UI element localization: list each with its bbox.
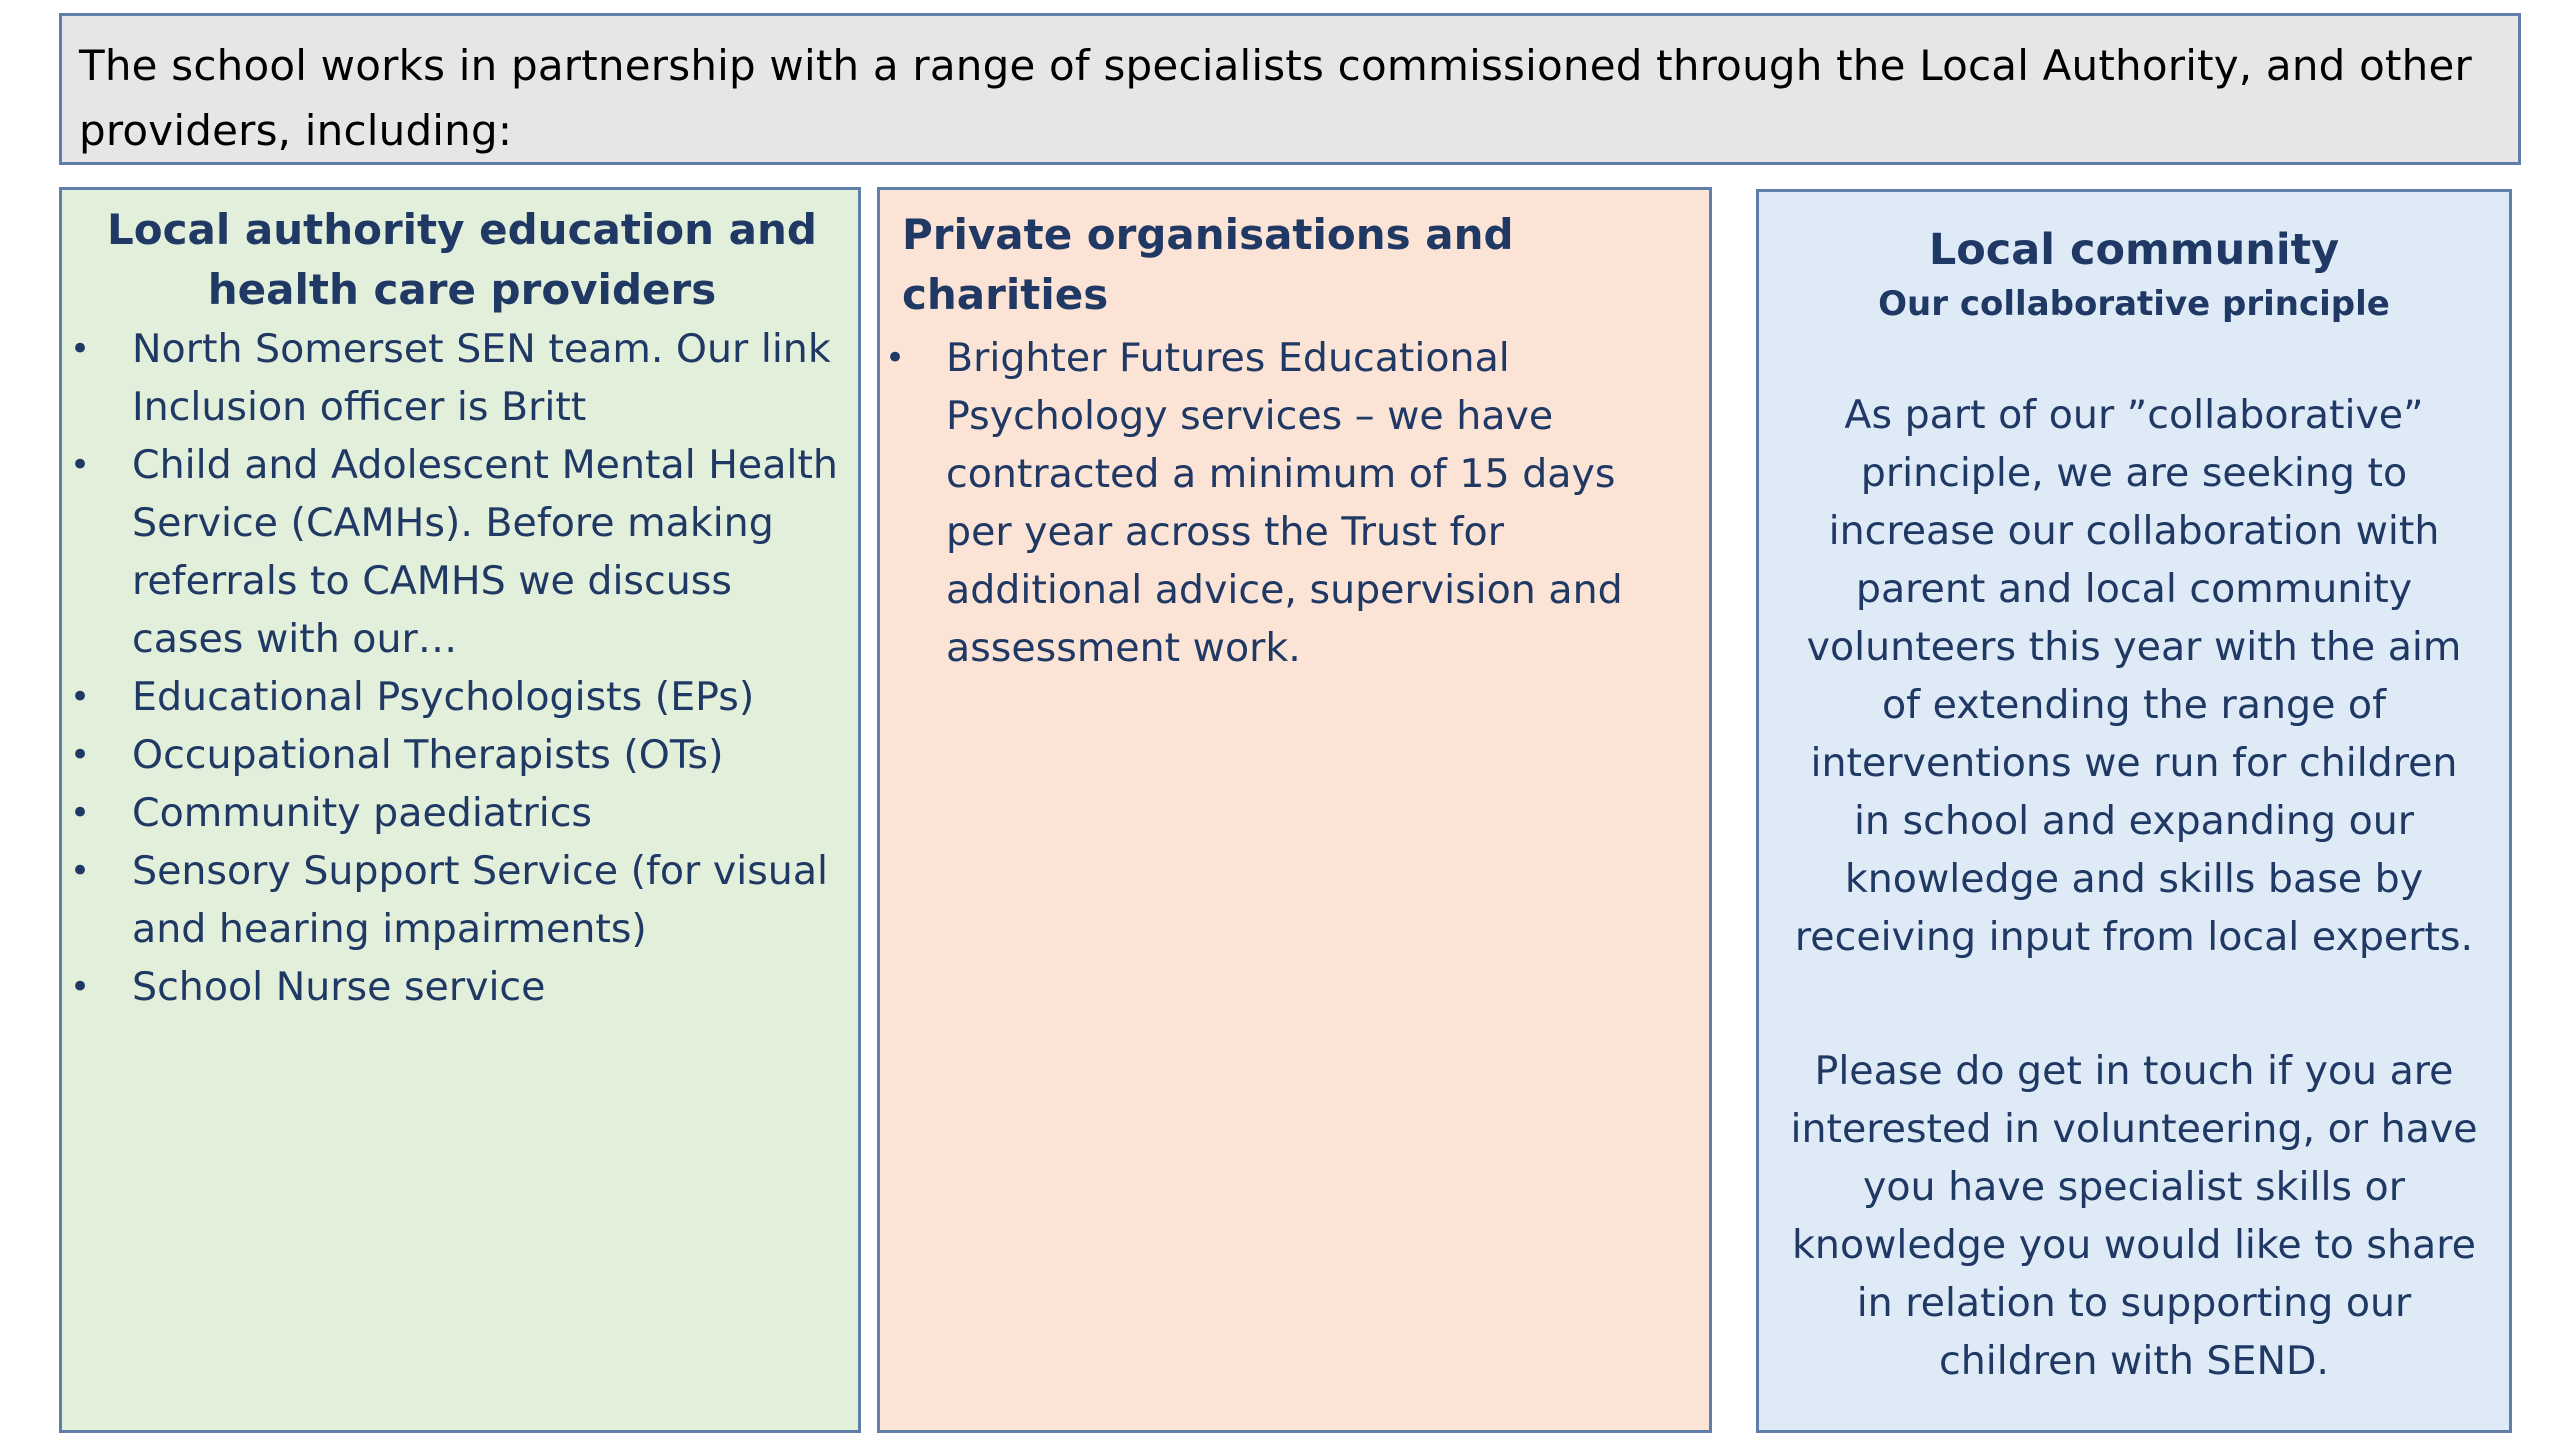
- list-item-text: Brighter Futures Educational Psychology services – we have contracted a minimum of 15 days per year across the Trust for additional advice, supervision and assessment work.: [946, 335, 1623, 671]
- private-organisations-title: Private organisations and charities: [902, 210, 1514, 319]
- bullet-icon: •: [70, 677, 91, 717]
- bullet-icon: •: [70, 851, 91, 891]
- community-paragraph-contact: Please do get in touch if you are interested in volunteering, or have you have specialist skills or knowledge you would like to share in relation to supporting our children with SEND.: [1790, 1048, 2478, 1384]
- bullet-icon: •: [70, 329, 91, 369]
- intro-text: The school works in partnership with a range of specialists commissioned through the Local Authority, and other providers, including:: [79, 41, 2472, 155]
- local-community-subtitle: Our collaborative principle: [1878, 284, 2390, 324]
- community-paragraph-collaborative: As part of our ”collaborative” principle, we are seeking to increase our collaboration with parent and local community volunteers this year with the aim of extending the range of interventions we run for children in school and expanding our knowledge and skills base by receiving input from local experts.: [1794, 392, 2474, 960]
- list-item-text: School Nurse service: [132, 964, 546, 1010]
- bullet-icon: •: [885, 338, 906, 378]
- list-item-text: Community paediatrics: [132, 790, 592, 836]
- list-item: [65, 726, 855, 784]
- local-authority-list: [65, 320, 855, 1016]
- bullet-icon: •: [70, 735, 91, 775]
- intro-banner: [59, 13, 2521, 165]
- local-community-panel: [1756, 189, 2512, 1433]
- list-item: [65, 784, 855, 842]
- local-authority-title: [82, 200, 842, 320]
- list-item: [65, 842, 855, 958]
- list-item-text: Sensory Support Service (for visual and hearing impairments): [132, 848, 828, 952]
- list-item: [65, 320, 855, 436]
- list-item: [880, 329, 1690, 677]
- local-authority-title-line1: Local authority education and: [107, 205, 817, 254]
- list-item-text: Occupational Therapists (OTs): [132, 732, 724, 778]
- private-organisations-list: [880, 329, 1690, 677]
- list-item: [65, 958, 855, 1016]
- local-authority-panel: [59, 187, 861, 1433]
- local-authority-title-line2: health care providers: [207, 265, 717, 314]
- list-item-text: Educational Psychologists (EPs): [132, 674, 755, 720]
- list-item-text: North Somerset SEN team. Our link Inclusion officer is Britt: [132, 326, 831, 430]
- list-item: [65, 668, 855, 726]
- list-item: [65, 436, 855, 668]
- bullet-icon: •: [70, 445, 91, 485]
- list-item-text: Child and Adolescent Mental Health Service (CAMHs). Before making referrals to CAMHS we discuss cases with our…: [132, 442, 838, 662]
- private-organisations-panel: [877, 187, 1712, 1433]
- bullet-icon: •: [70, 793, 91, 833]
- bullet-icon: •: [70, 967, 91, 1007]
- local-community-title: Local community: [1928, 225, 2340, 275]
